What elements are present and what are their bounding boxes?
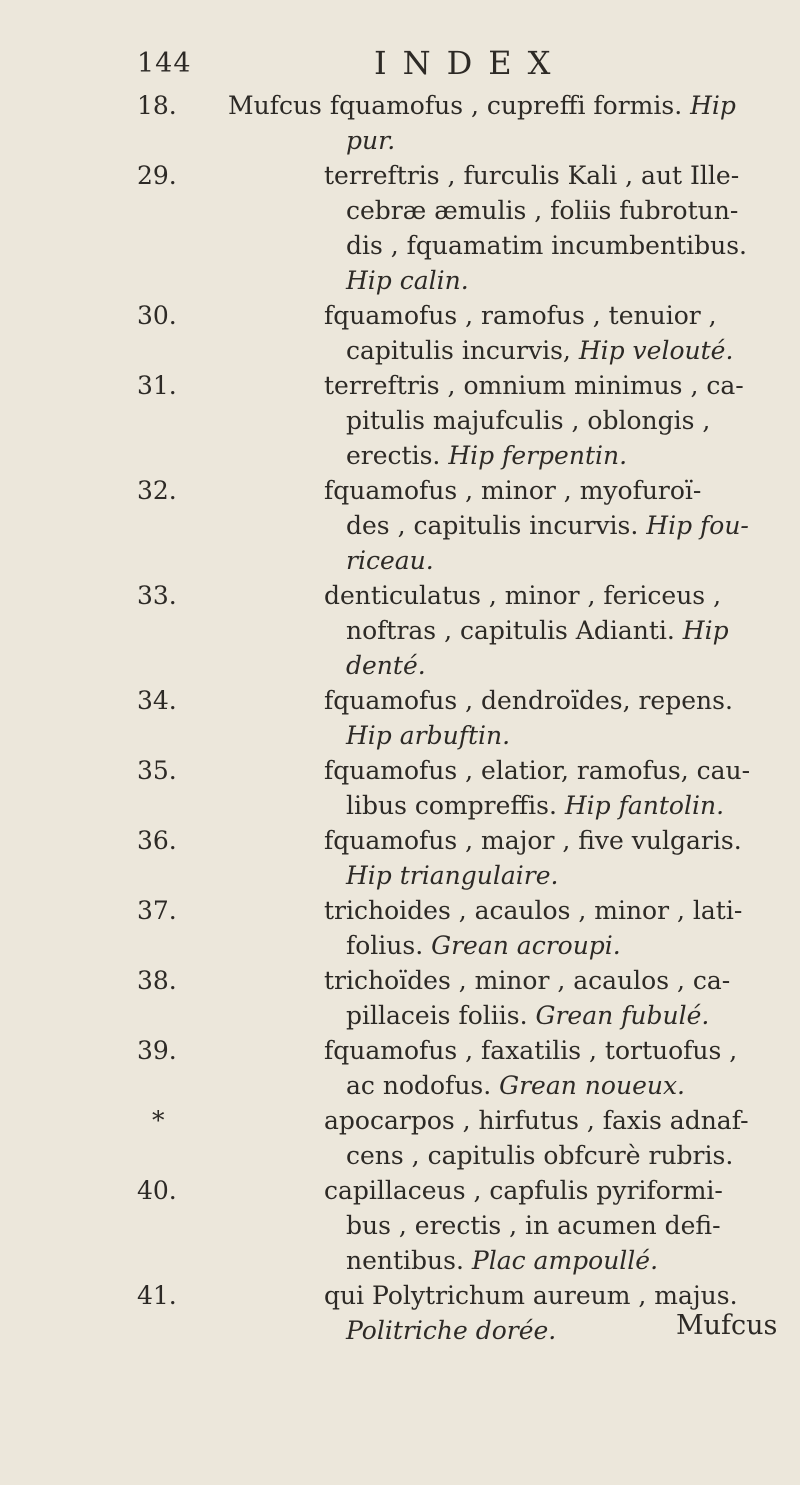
entry-vernacular-name: Grean fubulé. — [535, 1001, 710, 1030]
entry-vernacular-name: riceau. — [346, 546, 434, 575]
index-entry — [0, 1033, 800, 1103]
entry-line — [324, 893, 786, 928]
entry-line — [346, 438, 786, 473]
entry-roman-text: cens , capitulis obfcurè rubris. — [346, 1141, 734, 1170]
entry-roman-text: fquamofus , dendroïdes, repens. — [324, 686, 733, 715]
entry-number: 30. — [137, 301, 177, 330]
entry-line — [346, 928, 786, 963]
entry-roman-text: pitulis majufculis , oblongis , — [346, 406, 711, 435]
entry-text — [324, 823, 786, 893]
entry-vernacular-name: Hip fou- — [646, 511, 749, 540]
entry-roman-text: dis , fquamatim incumbentibus. — [346, 231, 747, 260]
entry-line — [346, 1068, 786, 1103]
entry-line — [324, 473, 786, 508]
entry-vernacular-name: Plac ampoullé. — [471, 1246, 659, 1275]
entry-roman-text: nentibus. — [346, 1246, 472, 1275]
entry-text — [324, 158, 786, 298]
entry-line — [346, 788, 786, 823]
index-entry — [0, 298, 800, 368]
entry-vernacular-name: pur. — [346, 126, 396, 155]
entry-text — [324, 963, 786, 1033]
entry-line — [346, 648, 786, 683]
entry-roman-text: libus compreffis. — [346, 791, 565, 820]
entry-vernacular-name: Grean noueux. — [499, 1071, 686, 1100]
entry-roman-text: erectis. — [346, 441, 449, 470]
entry-text — [324, 683, 786, 753]
entry-vernacular-name: Hip fantolin. — [564, 791, 725, 820]
entry-roman-text: pillaceis foliis. — [346, 1001, 536, 1030]
entry-vernacular-name: Hip ferpentin. — [448, 441, 628, 470]
entry-number: 29. — [137, 161, 177, 190]
entry-vernacular-name: Politriche dorée. — [346, 1316, 557, 1345]
entry-roman-text: Mufcus fquamofus , cupreffi formis. — [228, 91, 691, 120]
entry-roman-text: fquamofus , minor , myofuroï- — [324, 476, 702, 505]
entry-roman-text: terreftris , furculis Kali , aut Ille- — [324, 161, 740, 190]
entry-line — [346, 1138, 786, 1173]
entry-line — [346, 508, 786, 543]
entry-text — [324, 1173, 786, 1278]
entry-roman-text: trichoides , acaulos , minor , lati- — [324, 896, 743, 925]
entry-roman-text: bus , erectis , in acumen defi- — [346, 1211, 721, 1240]
entry-number: 36. — [137, 826, 177, 855]
entry-text — [324, 473, 786, 578]
entry-text — [324, 893, 786, 963]
entry-roman-text: des , capitulis incurvis. — [346, 511, 647, 540]
entry-vernacular-name: Hip — [690, 91, 736, 120]
entry-text — [324, 368, 786, 473]
entry-roman-text: denticulatus , minor , fericeus , — [324, 581, 722, 610]
entry-roman-text: fquamofus , major , five vulgaris. — [324, 826, 742, 855]
entry-line — [346, 1243, 786, 1278]
entry-line — [324, 963, 786, 998]
entry-number: 32. — [137, 476, 177, 505]
index-entry — [0, 578, 800, 683]
entry-roman-text: noftras , capitulis Adianti. — [346, 616, 683, 645]
entry-roman-text: fquamofus , elatior, ramofus, cau- — [324, 756, 751, 785]
entry-vernacular-name: denté. — [346, 651, 426, 680]
entry-text — [324, 1033, 786, 1103]
entry-roman-text: fquamofus , faxatilis , tortuofus , — [324, 1036, 738, 1065]
entry-line — [324, 368, 786, 403]
entry-text — [228, 88, 788, 158]
entry-number: 35. — [137, 756, 177, 785]
page-number: 144 — [137, 48, 192, 79]
entry-line — [346, 403, 786, 438]
entry-roman-text: terreftris , omnium minimus , ca- — [324, 371, 744, 400]
entry-line — [346, 998, 786, 1033]
entry-line — [324, 298, 786, 333]
entry-line — [324, 1278, 786, 1313]
entry-vernacular-name: Hip — [682, 616, 729, 645]
entry-number: 38. — [137, 966, 177, 995]
entry-line — [346, 333, 786, 368]
index-entry — [0, 158, 800, 298]
entry-roman-text: apocarpos , hirfutus , faxis adnaf- — [324, 1106, 749, 1135]
page-header — [0, 44, 800, 84]
entry-text — [324, 298, 786, 368]
entry-vernacular-name: Grean acroupi. — [431, 931, 621, 960]
entry-line — [346, 1208, 786, 1243]
entry-line — [324, 753, 786, 788]
entry-roman-text: fquamofus , ramofus , tenuior , — [324, 301, 717, 330]
entry-number: 33. — [137, 581, 177, 610]
index-entry — [0, 1173, 800, 1278]
entry-text — [324, 578, 786, 683]
entry-number: 18. — [137, 91, 177, 120]
index-entry — [0, 1103, 800, 1173]
entry-number: 40. — [137, 1176, 177, 1205]
entry-roman-text: qui Polytrichum aureum , majus. — [324, 1281, 738, 1310]
entry-line — [324, 1103, 786, 1138]
entry-vernacular-name: Hip calin. — [346, 266, 469, 295]
index-entry — [0, 683, 800, 753]
entry-roman-text: cebræ æmulis , foliis fubrotun- — [346, 196, 739, 225]
entry-number: 39. — [137, 1036, 177, 1065]
entry-line — [346, 228, 786, 263]
entry-line — [324, 683, 786, 718]
entry-vernacular-name: Hip velouté. — [578, 336, 734, 365]
entry-number: * — [152, 1106, 165, 1135]
entry-line — [346, 193, 786, 228]
entry-roman-text: trichoïdes , minor , acaulos , ca- — [324, 966, 731, 995]
entry-number: 41. — [137, 1281, 177, 1310]
entry-roman-text: folius. — [346, 931, 432, 960]
entry-roman-text: capitulis incurvis, — [346, 336, 579, 365]
index-entry — [0, 473, 800, 578]
entry-line — [324, 158, 786, 193]
index-entry — [0, 368, 800, 473]
entry-line — [346, 543, 786, 578]
entry-number: 31. — [137, 371, 177, 400]
entry-line — [324, 578, 786, 613]
entry-line — [346, 263, 786, 298]
index-entry — [0, 753, 800, 823]
index-entry — [0, 823, 800, 893]
entry-line — [228, 88, 788, 123]
entry-line — [346, 123, 788, 158]
index-entry — [0, 963, 800, 1033]
entry-number: 34. — [137, 686, 177, 715]
index-entry — [0, 88, 800, 158]
entry-roman-text: ac nodofus. — [346, 1071, 500, 1100]
entry-vernacular-name: Hip arbuftin. — [346, 721, 511, 750]
entry-line — [324, 1173, 786, 1208]
entry-vernacular-name: Hip triangulaire. — [346, 861, 559, 890]
entry-line — [346, 718, 786, 753]
entry-line — [346, 613, 786, 648]
entry-line — [324, 823, 786, 858]
entry-roman-text: capillaceus , capfulis pyriformi- — [324, 1176, 723, 1205]
running-title: INDEX — [374, 44, 567, 82]
entry-text — [324, 753, 786, 823]
entry-number: 37. — [137, 896, 177, 925]
catchword: Mufcus — [676, 1310, 778, 1341]
entry-line — [346, 858, 786, 893]
index-entry — [0, 893, 800, 963]
entry-line — [324, 1033, 786, 1068]
entry-text — [324, 1103, 786, 1173]
